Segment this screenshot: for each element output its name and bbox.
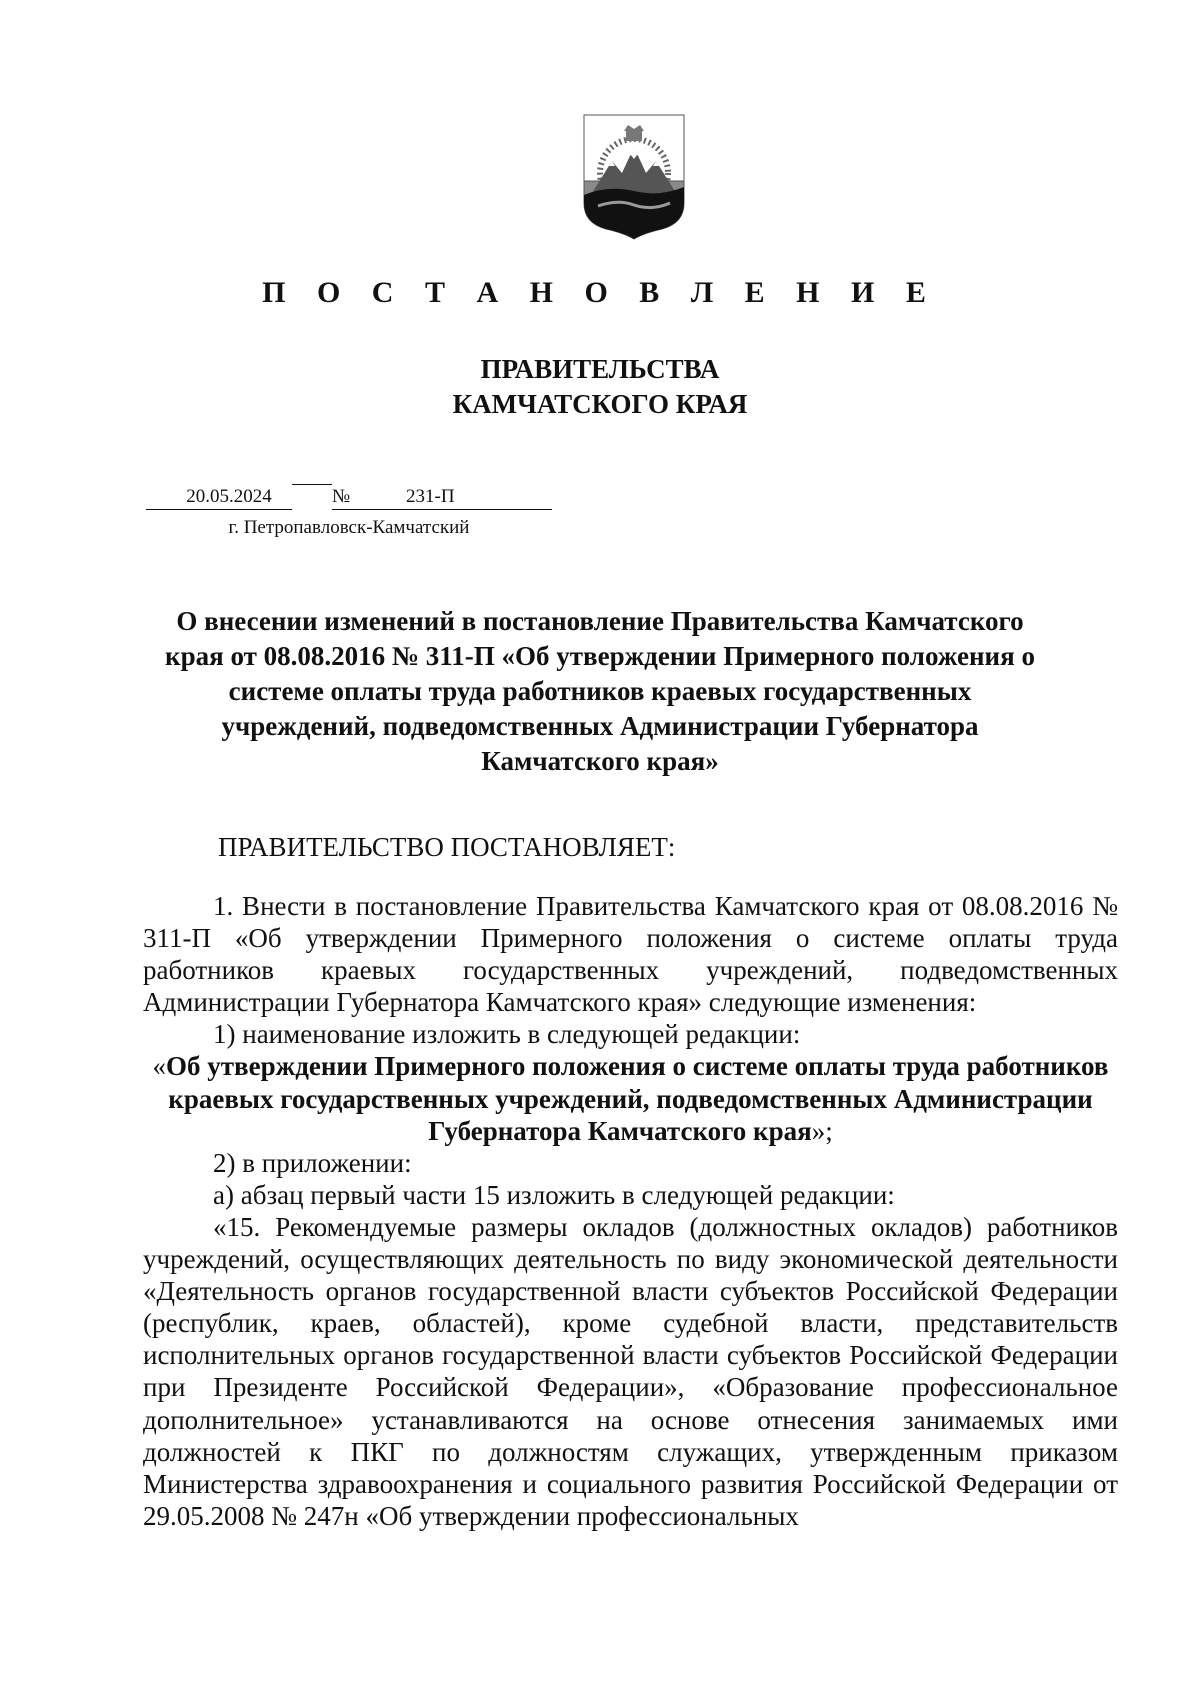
issuer-line-1: ПРАВИТЕЛЬСТВА: [480, 354, 720, 384]
document-type-title: П О С Т А Н О В Л Е Н И Е: [262, 276, 938, 309]
paragraph-item-a: а) абзац первый части 15 изложить в следующей редакции:: [213, 1179, 895, 1210]
preamble: ПРАВИТЕЛЬСТВО ПОСТАНОВЛЯЕТ:: [218, 832, 676, 862]
document-body: [143, 890, 1118, 1532]
document-date: 20.05.2024: [146, 484, 292, 510]
subject-line: О внесении изменений в постановление Правительства Камчатского: [176, 606, 1024, 636]
issuer-line-2: КАМЧАТСКОГО КРАЯ: [452, 389, 748, 419]
paragraph-15: «15. Рекомендуемые размеры окладов (должностных окладов) работников учреждений, осуществляющих деятельность по виду экономической деятельности «Деятельность органов государственной власти субъектов Российской Федерации (республик, краев, областей), кроме судебной власти, представительств исполнительных органов государственной власти субъектов Российской Федерации при Президенте Российской Федерации», «Образование профессиональное дополнительное» устанавливаются на основе отнесения занимаемых ими должностей к ПКГ по должностям служащих, утвержденным приказом Министерства здравоохранения и социального развития Российской Федерации от 29.05.2008 № 247н «Об утверждении профессиональных: [143, 1211, 1118, 1531]
paragraph-item-2: 2) в приложении:: [213, 1147, 412, 1178]
issuing-authority: [0, 352, 1200, 422]
kamchatka-coat-of-arms-emblem: [578, 111, 690, 241]
date-underline: [292, 484, 332, 485]
subject-line: края от 08.08.2016 № 311-П «Об утверждении Примерного положения о: [165, 641, 1035, 671]
open-quote: «: [152, 1051, 167, 1082]
new-title-text: Об утверждении Примерного положения о системе оплаты труда работников краевых государственных учреждений, подведомственных Администрации Губернатора Камчатского края: [166, 1051, 1109, 1146]
document-number: 231-П: [362, 484, 552, 510]
subject-line: учреждений, подведомственных Администрации Губернатора: [221, 711, 979, 741]
paragraph-item-1: 1) наименование изложить в следующей редакции:: [213, 1019, 801, 1050]
new-title-paragraph: [143, 1050, 1118, 1146]
document-subject: [150, 604, 1050, 779]
paragraph-1: 1. Внести в постановление Правительства Камчатского края от 08.08.2016 № 311-П «Об утверждении Примерного положения о системе оплаты труда работников краевых государственных учреждений, подведомственных Администрации Губернатора Камчатского края» следующие изменения:: [143, 891, 1118, 1018]
number-sign: №: [332, 484, 362, 510]
subject-line: Камчатского края»: [481, 746, 719, 776]
close-quote: »;: [811, 1115, 833, 1146]
document-place: г. Петропавловск-Камчатский: [228, 517, 470, 538]
subject-line: системе оплаты труда работников краевых государственных: [228, 676, 972, 706]
